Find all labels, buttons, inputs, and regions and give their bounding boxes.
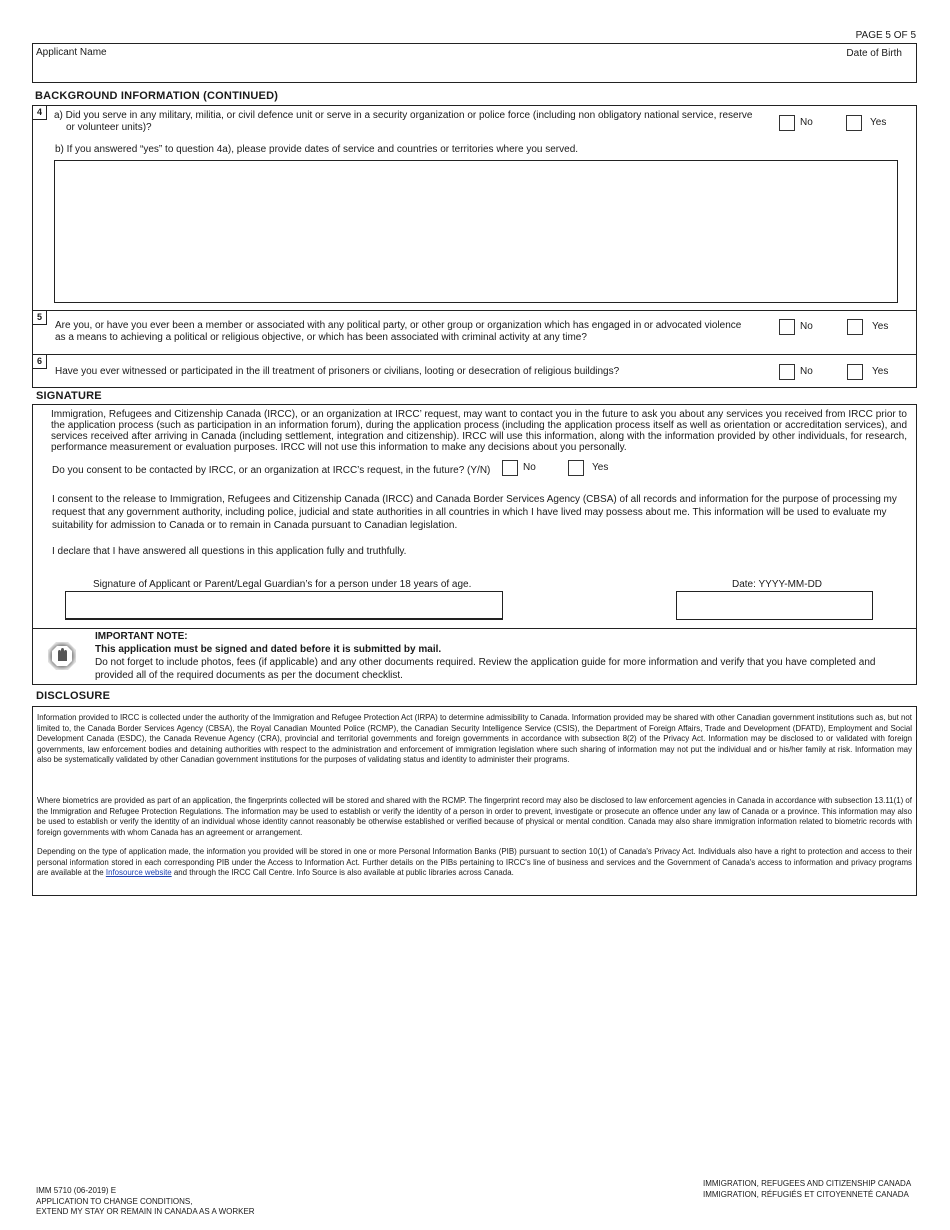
disclosure-section-title: DISCLOSURE bbox=[36, 690, 111, 702]
applicant-name-label: Applicant Name bbox=[36, 47, 107, 58]
question-4-number: 4 bbox=[33, 106, 47, 120]
question-6-box bbox=[32, 354, 917, 388]
question-4a-text bbox=[54, 110, 799, 133]
disclosure-paragraph-1: Information provided to IRCC is collected under the authority of the Immigration and Refugee Protection Act (IRPA) to determine admissibility to Canada. Information provided may be shared with other Canadian government institutions such as, but not limited to, the Canada Border Services Agency (CBSA), the Royal Canadian Mounted Police (RCMP), the Canadian Security Intelligence Service (CSIS), the Department of Foreign Affairs, Trade and Development (DFATD), Employment and Social Development Canada (ESDC), the Canada Revenue Agency (CRA), provincial and territorial governments and foreign governments in accordance with subsection 8(2) of the Privacy Act. Information may be disclosed to or validated with foreign governments, law enforcement bodies and detaining authorities with respect to the administration and enforcement of immigration legislation where such sharing of information may not put the individual and or his/her family at risk. Information may also be systematically validated by other Canadian government institutions for the purposes of validating status and identity to administer their programs. bbox=[37, 713, 912, 765]
consent-question: Do you consent to be contacted by IRCC, or an organization at IRCC’s request, in the future? (Y/N) bbox=[52, 465, 491, 476]
question-6-yes-label: Yes bbox=[872, 366, 889, 377]
question-5-box bbox=[32, 310, 917, 355]
department-english: IMMIGRATION, REFUGEES AND CITIZENSHIP CANADA bbox=[703, 1179, 912, 1188]
disclosure-paragraph-3-tail: and through the IRCC Call Centre. Info Source is also available at public libraries across Canada. bbox=[171, 868, 514, 878]
form-code: IMM 5710 (06-2019) E bbox=[36, 1186, 117, 1195]
question-4b-text: b) If you answered “yes” to question 4a), please provide dates of service and countries or territories where you served. bbox=[55, 144, 579, 155]
signature-label: Signature of Applicant or Parent/Legal Guardian’s for a person under 18 years of age. bbox=[93, 579, 472, 590]
footer-department bbox=[703, 1179, 911, 1200]
disclosure-paragraph-3 bbox=[37, 847, 912, 879]
question-4-no-label: No bbox=[800, 117, 813, 128]
page-number: PAGE 5 OF 5 bbox=[855, 30, 916, 41]
important-note-bold: This application must be signed and dated before it is submitted by mail. bbox=[95, 644, 442, 655]
dob-field[interactable] bbox=[754, 60, 914, 80]
date-field[interactable] bbox=[676, 591, 873, 620]
date-label: Date: YYYY-MM-DD bbox=[732, 579, 823, 590]
declaration-text: I declare that I have answered all questions in this application fully and truthfully. bbox=[52, 546, 407, 557]
question-5-yes-label: Yes bbox=[872, 321, 889, 332]
background-section-title: BACKGROUND INFORMATION (CONTINUED) bbox=[35, 90, 279, 102]
consent-yes-label: Yes bbox=[592, 462, 609, 473]
department-french: IMMIGRATION, RÉFUGIÉS ET CITOYENNETÉ CANADA bbox=[703, 1189, 909, 1199]
question-4a-line1: a) Did you serve in any military, militia, or civil defence unit or serve in a security organization or police force (including non obligatory national service, reserve bbox=[54, 110, 753, 121]
dob-label: Date of Birth bbox=[846, 48, 902, 59]
signature-section-title: SIGNATURE bbox=[36, 390, 102, 402]
question-6-no-label: No bbox=[800, 366, 813, 377]
consent-yes-checkbox[interactable] bbox=[568, 460, 584, 476]
applicant-header-box bbox=[32, 43, 917, 83]
question-6-text: Have you ever witnessed or participated in the ill treatment of prisoners or civilians, looting or desecration of religious buildings? bbox=[55, 366, 620, 377]
important-note-title: IMPORTANT NOTE: bbox=[95, 631, 188, 642]
question-4-no-checkbox[interactable] bbox=[779, 115, 795, 131]
contact-paragraph: Immigration, Refugees and Citizenship Canada (IRCC), or an organization at IRCC’ request, may want to contact you in the future to ask you about any services you received from IRCC prior to the application process (such as participation in an information forum), during the application process (including the application process itself as well as orientation or accreditation services), and services received after arriving in Canada (including settlement, integration and citizenship). IRCC will use this information, along with the information provided by other individuals, for research, performance measurement or evaluation purposes. IRCC will not use this information to make any decisions about you personally. bbox=[51, 409, 907, 453]
question-6-yes-checkbox[interactable] bbox=[847, 364, 863, 380]
form-title-line1: APPLICATION TO CHANGE CONDITIONS, bbox=[36, 1196, 193, 1206]
signature-field[interactable] bbox=[65, 591, 503, 620]
question-4-yes-checkbox[interactable] bbox=[846, 115, 862, 131]
important-note-body: Do not forget to include photos, fees (if applicable) and any other documents required. Review the application guide for more information and verify that you have completed and provided all of the required documents as per the document checklist. bbox=[95, 657, 876, 681]
question-4a-line2: or volunteer units)? bbox=[66, 121, 152, 133]
important-note-box bbox=[32, 628, 917, 685]
question-6-no-checkbox[interactable] bbox=[779, 364, 795, 380]
form-title-line2: EXTEND MY STAY OR REMAIN IN CANADA AS A WORKER bbox=[36, 1207, 255, 1216]
question-4-yes-label: Yes bbox=[870, 117, 887, 128]
disclosure-paragraph-3-text: Depending on the type of application made, the information you provided will be stored in one or more Personal Information Banks (PIB) pursuant to section 10(1) of Canada's Privacy Act. Individuals also have a right to protection and access to their personal information stored in each corresponding PIB under the Access to Information Act. Further details on the PIBs pertaining to IRCC's line of business and services and the Government of Canada's access to information and privacy programs are available at the bbox=[37, 847, 912, 878]
disclosure-paragraph-2: Where biometrics are provided as part of an application, the fingerprints collected will be stored and shared with the RCMP. The fingerprint record may also be disclosed to law enforcement agencies in Canada in accordance with subsection 13.11(1) of the Immigration and Refugee Protection Regulations. The information may be used to establish or verify the identity of a person in order to prevent, investigate or prosecute an offence under any law of Canada or a province. This information may also be used to establish or verify the identity of an individual whose identity cannot reasonably be otherwise established or verified because of physical or mental condition. Canada may also share immigration information related to biometric records with foreign governments with whom Canada has an agreement or arrangement. bbox=[37, 796, 912, 837]
question-5-yes-checkbox[interactable] bbox=[847, 319, 863, 335]
question-4b-details-field[interactable] bbox=[54, 160, 898, 303]
question-6-number: 6 bbox=[33, 355, 47, 369]
question-4-box bbox=[32, 105, 917, 311]
question-5-line2: as a means to achieving a political or religious objective, or which has been associated with criminal activity at any time? bbox=[55, 331, 587, 343]
infosource-link[interactable]: Infosource website bbox=[105, 868, 172, 878]
signature-box bbox=[32, 404, 917, 629]
consent-no-checkbox[interactable] bbox=[502, 460, 518, 476]
applicant-name-field[interactable] bbox=[35, 60, 735, 80]
consent-no-label: No bbox=[523, 462, 536, 473]
question-5-text bbox=[55, 320, 775, 343]
footer-form-info bbox=[36, 1186, 255, 1218]
warning-icon bbox=[45, 639, 79, 673]
release-paragraph: I consent to the release to Immigration, Refugees and Citizenship Canada (IRCC) and Canada Border Services Agency (CBSA) of all records and information for the purpose of processing my request that any government authority, including police, judicial and state authorities in all countries in which I have lived may possess about me. This information will be used to evaluate my suitability for admission to Canada or to remain in Canada pursuant to Canadian legislation. bbox=[52, 494, 897, 531]
question-5-number: 5 bbox=[33, 311, 47, 325]
disclosure-box bbox=[32, 706, 917, 896]
question-5-line1: Are you, or have you ever been a member or associated with any political party, or other group or organization which has engaged in or advocated violence bbox=[55, 320, 742, 331]
question-5-no-checkbox[interactable] bbox=[779, 319, 795, 335]
question-5-no-label: No bbox=[800, 321, 813, 332]
